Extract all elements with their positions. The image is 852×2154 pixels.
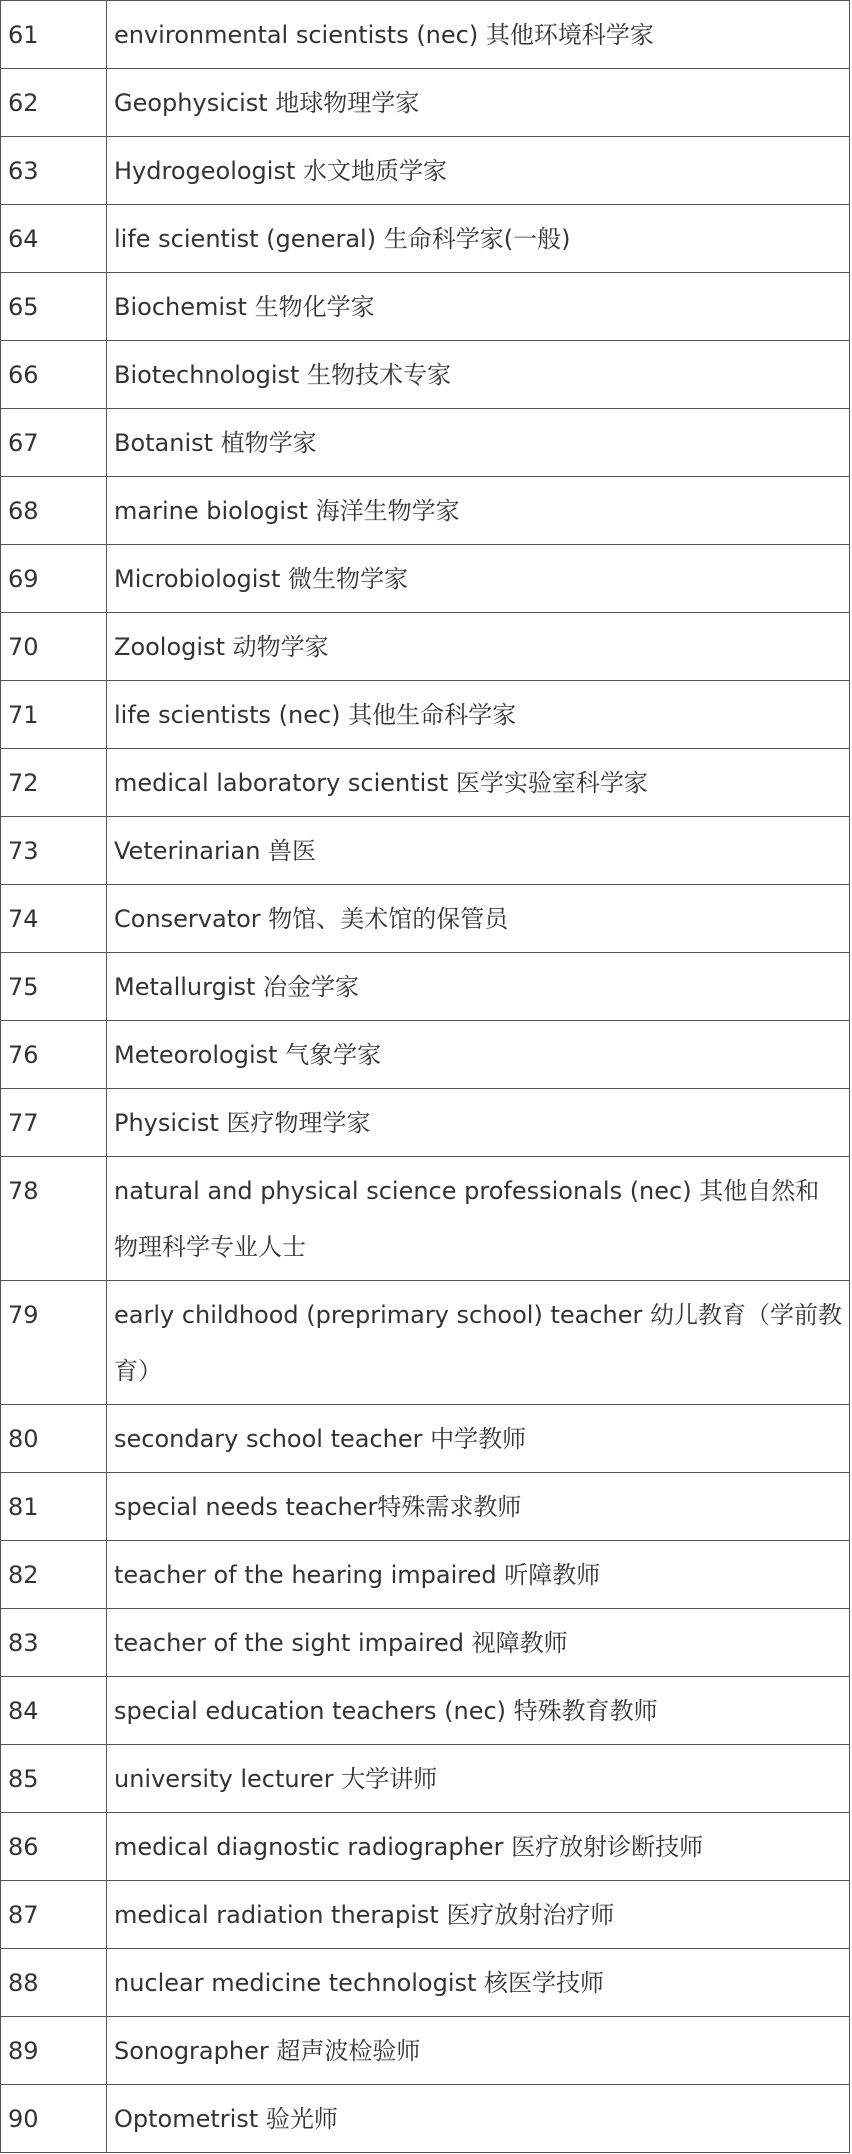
occupation-name: Meteorologist 气象学家	[107, 1021, 850, 1089]
table-row	[1, 2085, 850, 2153]
row-number: 90	[1, 2085, 107, 2153]
occupation-name: Biotechnologist 生物技术专家	[107, 341, 850, 409]
table-row	[1, 341, 850, 409]
table-row	[1, 885, 850, 953]
occupation-name: Geophysicist 地球物理学家	[107, 69, 850, 137]
row-number: 65	[1, 273, 107, 341]
occupation-name: Metallurgist 冶金学家	[107, 953, 850, 1021]
occupation-name: secondary school teacher 中学教师	[107, 1405, 850, 1473]
occupation-name: Conservator 物馆、美术馆的保管员	[107, 885, 850, 953]
row-number: 88	[1, 1949, 107, 2017]
occupation-name: medical radiation therapist 医疗放射治疗师	[107, 1881, 850, 1949]
row-number: 62	[1, 69, 107, 137]
row-number: 80	[1, 1405, 107, 1473]
row-number: 73	[1, 817, 107, 885]
row-number: 68	[1, 477, 107, 545]
row-number: 72	[1, 749, 107, 817]
table-row	[1, 273, 850, 341]
occupation-name: Microbiologist 微生物学家	[107, 545, 850, 613]
occupation-name: nuclear medicine technologist 核医学技师	[107, 1949, 850, 2017]
row-number: 89	[1, 2017, 107, 2085]
row-number: 79	[1, 1281, 107, 1405]
occupation-name: Optometrist 验光师	[107, 2085, 850, 2153]
table-row	[1, 477, 850, 545]
row-number: 82	[1, 1541, 107, 1609]
row-number: 77	[1, 1089, 107, 1157]
table-row	[1, 1677, 850, 1745]
row-number: 74	[1, 885, 107, 953]
occupation-name: medical laboratory scientist 医学实验室科学家	[107, 749, 850, 817]
table-row	[1, 1021, 850, 1089]
table-row	[1, 1745, 850, 1813]
occupation-name: natural and physical science professionals (nec) 其他自然和物理科学专业人士	[107, 1157, 850, 1281]
table-row	[1, 2017, 850, 2085]
table-row	[1, 1089, 850, 1157]
table-row	[1, 1157, 850, 1281]
table-row	[1, 409, 850, 477]
row-number: 67	[1, 409, 107, 477]
table-row	[1, 1541, 850, 1609]
table-row	[1, 69, 850, 137]
row-number: 81	[1, 1473, 107, 1541]
occupation-name: special needs teacher特殊需求教师	[107, 1473, 850, 1541]
table-row	[1, 545, 850, 613]
occupation-name: Zoologist 动物学家	[107, 613, 850, 681]
row-number: 86	[1, 1813, 107, 1881]
row-number: 75	[1, 953, 107, 1021]
table-row	[1, 1405, 850, 1473]
occupation-name: Biochemist 生物化学家	[107, 273, 850, 341]
occupation-name: life scientist (general) 生命科学家(一般)	[107, 205, 850, 273]
table-row	[1, 1, 850, 69]
table-row	[1, 205, 850, 273]
row-number: 76	[1, 1021, 107, 1089]
occupation-name: Veterinarian 兽医	[107, 817, 850, 885]
occupation-name: marine biologist 海洋生物学家	[107, 477, 850, 545]
row-number: 69	[1, 545, 107, 613]
occupation-name: life scientists (nec) 其他生命科学家	[107, 681, 850, 749]
row-number: 70	[1, 613, 107, 681]
table-row	[1, 1813, 850, 1881]
table-row	[1, 681, 850, 749]
occupation-name: university lecturer 大学讲师	[107, 1745, 850, 1813]
occupation-name: teacher of the sight impaired 视障教师	[107, 1609, 850, 1677]
row-number: 85	[1, 1745, 107, 1813]
table-row	[1, 137, 850, 205]
occupation-name: Physicist 医疗物理学家	[107, 1089, 850, 1157]
occupation-name: Hydrogeologist 水文地质学家	[107, 137, 850, 205]
table-row	[1, 1281, 850, 1405]
table-row	[1, 1609, 850, 1677]
table-row	[1, 613, 850, 681]
row-number: 71	[1, 681, 107, 749]
table-row	[1, 817, 850, 885]
row-number: 63	[1, 137, 107, 205]
table-row	[1, 1473, 850, 1541]
table-row	[1, 1881, 850, 1949]
row-number: 61	[1, 1, 107, 69]
occupation-name: early childhood (preprimary school) teacher 幼儿教育（学前教育）	[107, 1281, 850, 1405]
table-row	[1, 749, 850, 817]
table-row	[1, 953, 850, 1021]
row-number: 64	[1, 205, 107, 273]
row-number: 66	[1, 341, 107, 409]
row-number: 83	[1, 1609, 107, 1677]
row-number: 87	[1, 1881, 107, 1949]
occupation-name: Botanist 植物学家	[107, 409, 850, 477]
row-number: 78	[1, 1157, 107, 1281]
table-row	[1, 1949, 850, 2017]
occupation-name: Sonographer 超声波检验师	[107, 2017, 850, 2085]
occupation-name: environmental scientists (nec) 其他环境科学家	[107, 1, 850, 69]
row-number: 84	[1, 1677, 107, 1745]
occupation-name: teacher of the hearing impaired 听障教师	[107, 1541, 850, 1609]
occupation-name: special education teachers (nec) 特殊教育教师	[107, 1677, 850, 1745]
occupation-name: medical diagnostic radiographer 医疗放射诊断技师	[107, 1813, 850, 1881]
